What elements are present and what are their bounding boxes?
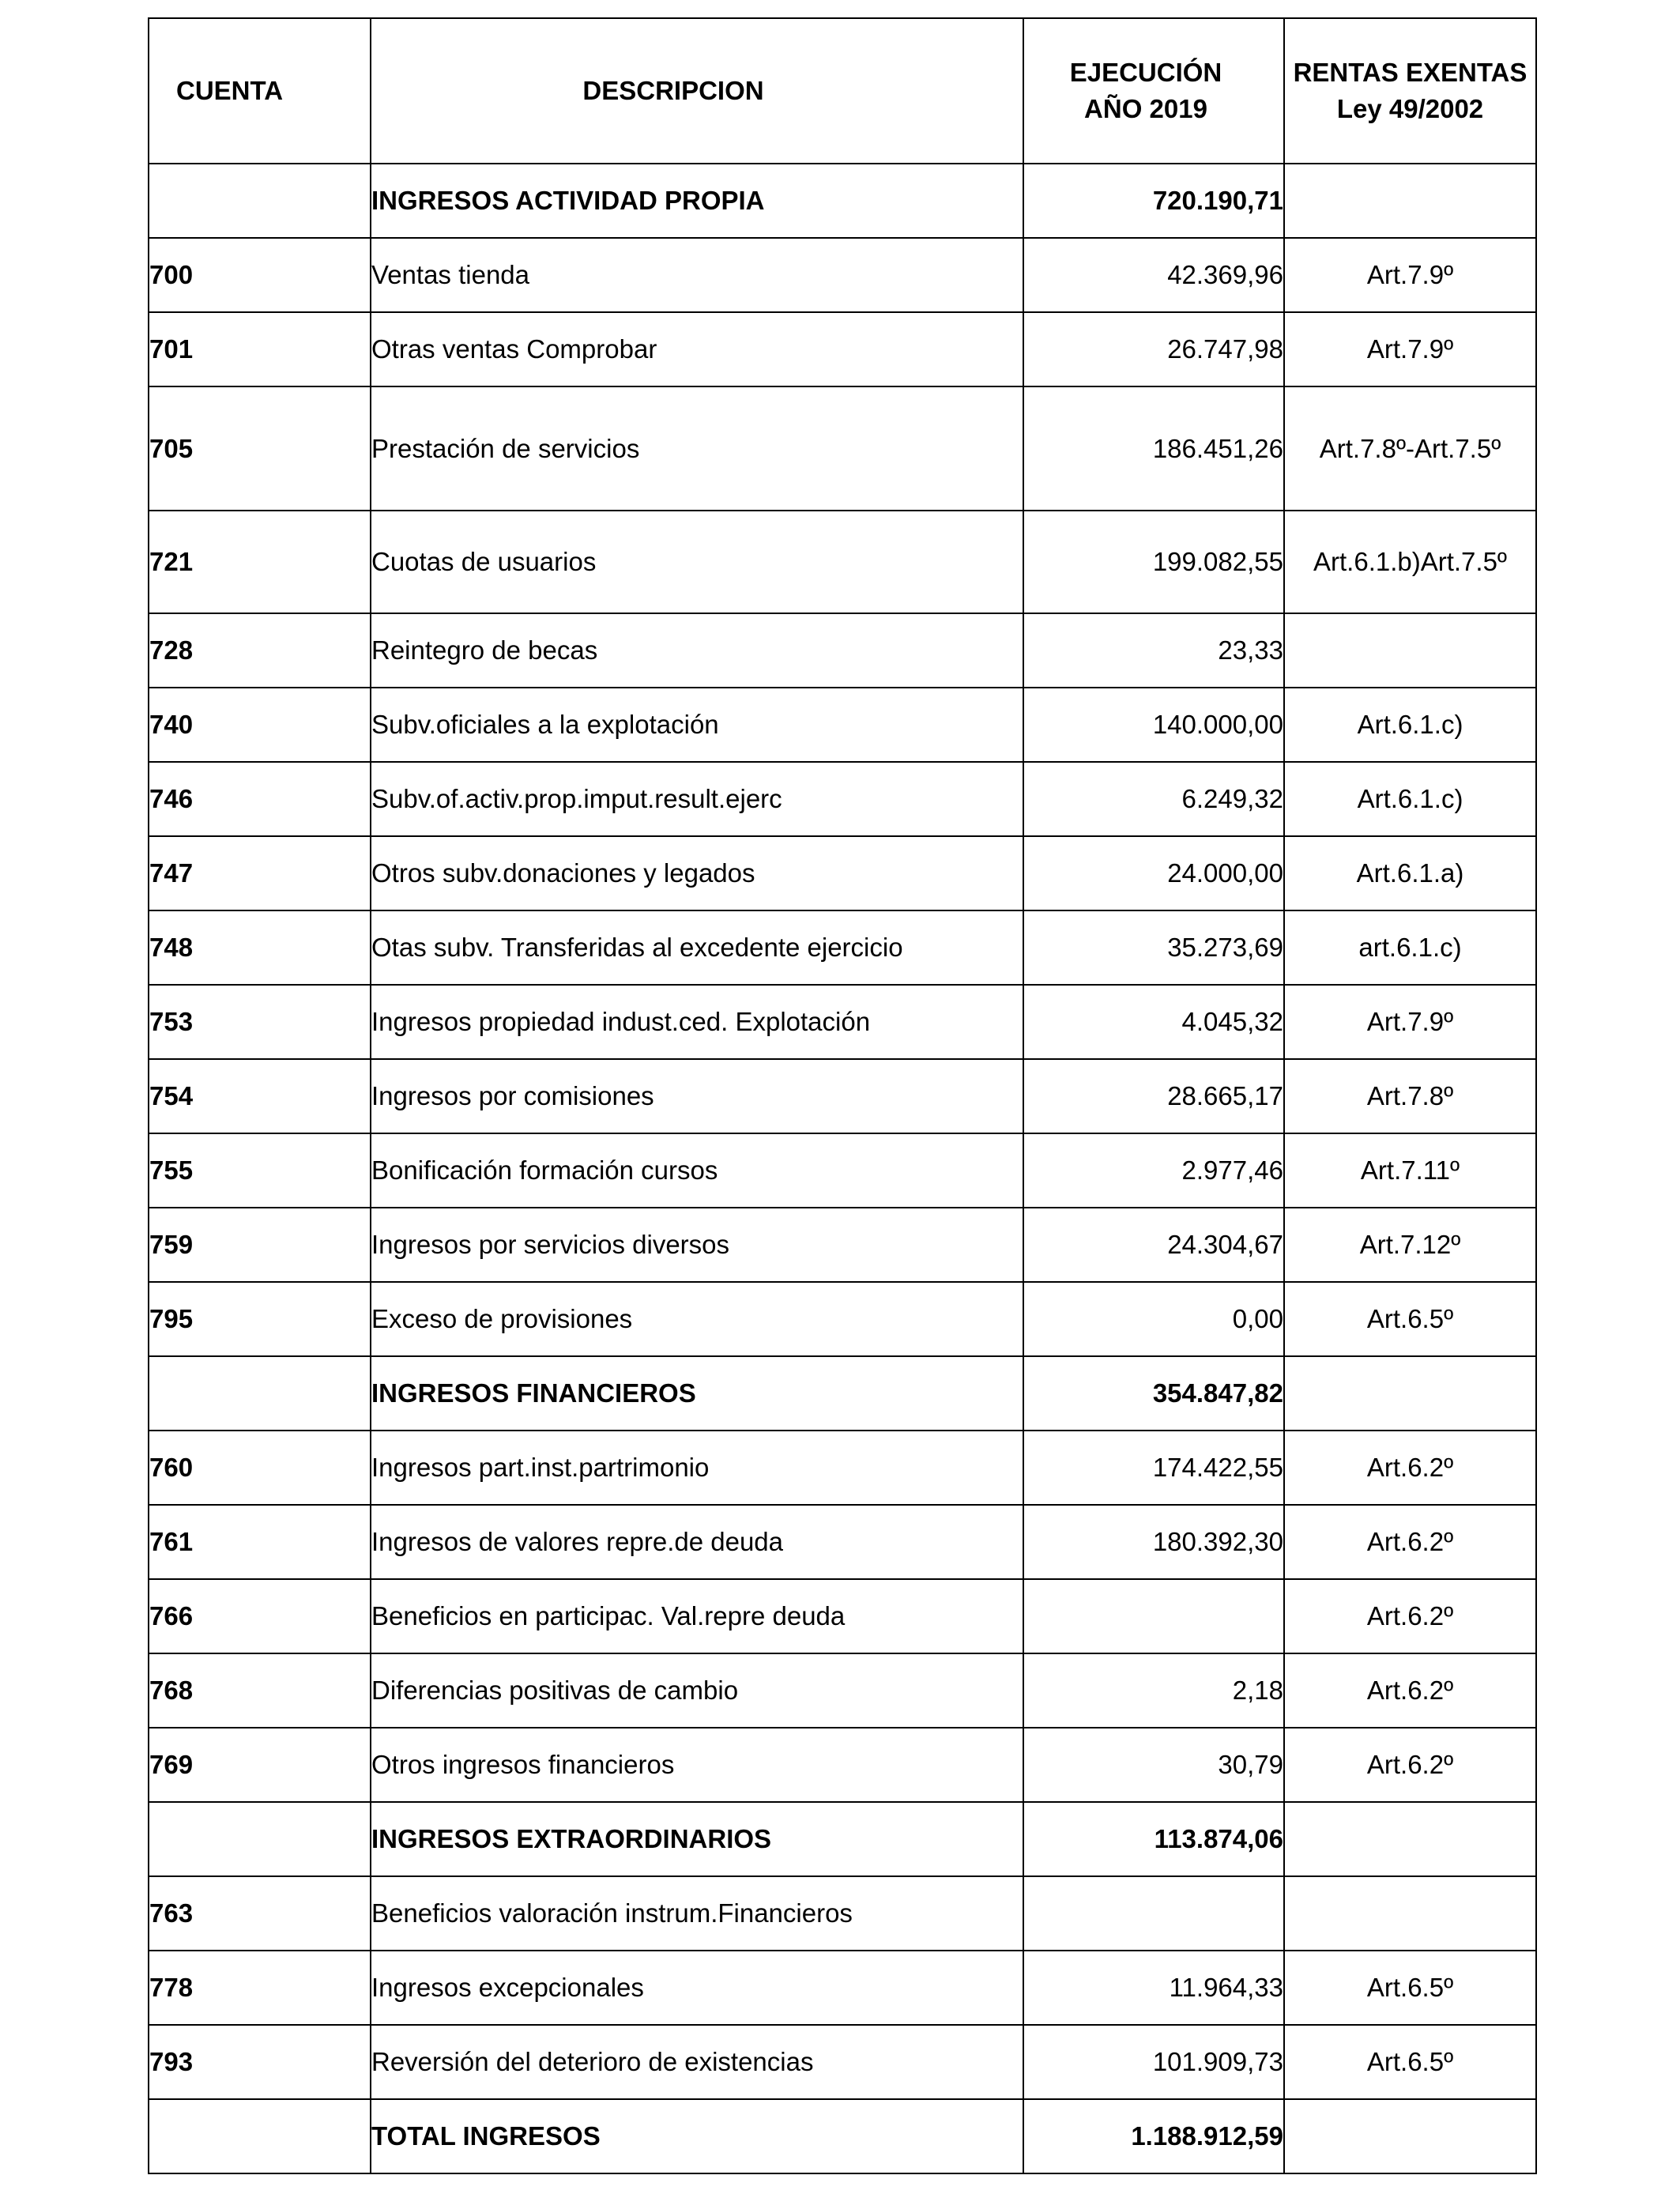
cell-rentas [1284, 2099, 1536, 2173]
cell-cuenta: 795 [149, 1282, 371, 1356]
table-row [149, 1208, 1536, 1282]
table-row [149, 1653, 1536, 1728]
cell-ejecucion: 180.392,30 [1023, 1505, 1284, 1579]
table-row [149, 688, 1536, 762]
table-row [149, 386, 1536, 511]
table-row [149, 1059, 1536, 1133]
cell-cuenta: 705 [149, 386, 371, 511]
cell-descripcion: Bonificación formación cursos [371, 1133, 1023, 1208]
table-header-row [149, 18, 1536, 164]
table-row [149, 1505, 1536, 1579]
cell-ejecucion: 24.000,00 [1023, 836, 1284, 910]
cell-descripcion: Beneficios en participac. Val.repre deuda [371, 1579, 1023, 1653]
cell-ejecucion: 720.190,71 [1023, 164, 1284, 238]
header-descripcion: DESCRIPCION [371, 18, 1023, 164]
cell-descripcion: Ingresos de valores repre.de deuda [371, 1505, 1023, 1579]
cell-rentas: Art.6.2º [1284, 1728, 1536, 1802]
table-row [149, 613, 1536, 688]
cell-descripcion: Otros subv.donaciones y legados [371, 836, 1023, 910]
cell-rentas: Art.6.1.a) [1284, 836, 1536, 910]
section-total-row [149, 1802, 1536, 1876]
cell-descripcion: INGRESOS EXTRAORDINARIOS [371, 1802, 1023, 1876]
table-row [149, 1282, 1536, 1356]
cell-cuenta: 766 [149, 1579, 371, 1653]
cell-cuenta: 769 [149, 1728, 371, 1802]
cell-rentas: Art.6.1.c) [1284, 762, 1536, 836]
table-row [149, 1728, 1536, 1802]
cell-ejecucion: 101.909,73 [1023, 2025, 1284, 2099]
cell-descripcion: Ingresos excepcionales [371, 1951, 1023, 2025]
cell-rentas: Art.7.8º [1284, 1059, 1536, 1133]
cell-ejecucion: 2.977,46 [1023, 1133, 1284, 1208]
header-cuenta: CUENTA [149, 18, 371, 164]
table-row [149, 985, 1536, 1059]
cell-ejecucion: 0,00 [1023, 1282, 1284, 1356]
cell-cuenta [149, 2099, 371, 2173]
table-row [149, 511, 1536, 613]
cell-cuenta: 793 [149, 2025, 371, 2099]
table-row [149, 910, 1536, 985]
cell-cuenta: 721 [149, 511, 371, 613]
cell-cuenta: 760 [149, 1431, 371, 1505]
cell-cuenta: 761 [149, 1505, 371, 1579]
cell-descripcion: Prestación de servicios [371, 386, 1023, 511]
cell-rentas: art.6.1.c) [1284, 910, 1536, 985]
cell-ejecucion: 42.369,96 [1023, 238, 1284, 312]
cell-ejecucion: 354.847,82 [1023, 1356, 1284, 1431]
cell-cuenta: 753 [149, 985, 371, 1059]
cell-ejecucion: 1.188.912,59 [1023, 2099, 1284, 2173]
cell-cuenta [149, 164, 371, 238]
cell-rentas: Art.6.2º [1284, 1431, 1536, 1505]
table-row [149, 1951, 1536, 2025]
header-rentas-line1: RENTAS EXENTAS [1293, 58, 1527, 87]
cell-descripcion: Exceso de provisiones [371, 1282, 1023, 1356]
cell-rentas [1284, 164, 1536, 238]
cell-cuenta: 763 [149, 1876, 371, 1951]
cell-descripcion: Diferencias positivas de cambio [371, 1653, 1023, 1728]
cell-descripcion: Ingresos por comisiones [371, 1059, 1023, 1133]
cell-ejecucion: 2,18 [1023, 1653, 1284, 1728]
cell-ejecucion: 28.665,17 [1023, 1059, 1284, 1133]
cell-cuenta: 740 [149, 688, 371, 762]
cell-descripcion: Beneficios valoración instrum.Financieros [371, 1876, 1023, 1951]
table-row [149, 1876, 1536, 1951]
header-ejecucion-line1: EJECUCIÓN [1069, 58, 1222, 87]
section-total-row [149, 2099, 1536, 2173]
cell-cuenta: 701 [149, 312, 371, 386]
cell-descripcion: INGRESOS FINANCIEROS [371, 1356, 1023, 1431]
cell-cuenta: 768 [149, 1653, 371, 1728]
cell-rentas: Art.7.12º [1284, 1208, 1536, 1282]
cell-rentas: Art.7.9º [1284, 985, 1536, 1059]
cell-ejecucion: 174.422,55 [1023, 1431, 1284, 1505]
cell-descripcion: INGRESOS ACTIVIDAD PROPIA [371, 164, 1023, 238]
cell-rentas: Art.6.2º [1284, 1653, 1536, 1728]
cell-cuenta: 747 [149, 836, 371, 910]
cell-cuenta: 759 [149, 1208, 371, 1282]
table-row [149, 1579, 1536, 1653]
cell-ejecucion [1023, 1579, 1284, 1653]
cell-cuenta: 728 [149, 613, 371, 688]
header-ejecucion [1023, 18, 1284, 164]
cell-ejecucion: 113.874,06 [1023, 1802, 1284, 1876]
cell-descripcion: Ingresos por servicios diversos [371, 1208, 1023, 1282]
cell-rentas [1284, 1356, 1536, 1431]
cell-ejecucion: 26.747,98 [1023, 312, 1284, 386]
cell-descripcion: Subv.oficiales a la explotación [371, 688, 1023, 762]
cell-descripcion: TOTAL INGRESOS [371, 2099, 1023, 2173]
cell-descripcion: Reintegro de becas [371, 613, 1023, 688]
cell-cuenta [149, 1802, 371, 1876]
section-total-row [149, 1356, 1536, 1431]
cell-descripcion: Ingresos propiedad indust.ced. Explotación [371, 985, 1023, 1059]
cell-rentas: Art.6.2º [1284, 1505, 1536, 1579]
cell-cuenta: 748 [149, 910, 371, 985]
cell-rentas: Art.6.5º [1284, 2025, 1536, 2099]
cell-cuenta [149, 1356, 371, 1431]
cell-ejecucion: 140.000,00 [1023, 688, 1284, 762]
header-rentas-line2: Ley 49/2002 [1336, 94, 1484, 123]
header-rentas [1284, 18, 1536, 164]
cell-rentas: Art.6.2º [1284, 1579, 1536, 1653]
cell-rentas: Art.7.9º [1284, 238, 1536, 312]
table-row [149, 2025, 1536, 2099]
table-row [149, 1133, 1536, 1208]
section-total-row [149, 164, 1536, 238]
cell-descripcion: Otas subv. Transferidas al excedente ejercicio [371, 910, 1023, 985]
cell-ejecucion: 199.082,55 [1023, 511, 1284, 613]
cell-rentas: Art.7.8º-Art.7.5º [1284, 386, 1536, 511]
cell-descripcion: Ingresos part.inst.partrimonio [371, 1431, 1023, 1505]
cell-cuenta: 746 [149, 762, 371, 836]
cell-ejecucion: 23,33 [1023, 613, 1284, 688]
cell-descripcion: Subv.of.activ.prop.imput.result.ejerc [371, 762, 1023, 836]
table-row [149, 1431, 1536, 1505]
cell-ejecucion: 35.273,69 [1023, 910, 1284, 985]
cell-descripcion: Cuotas de usuarios [371, 511, 1023, 613]
table-row [149, 312, 1536, 386]
cell-descripcion: Otras ventas Comprobar [371, 312, 1023, 386]
cell-rentas [1284, 1802, 1536, 1876]
cell-ejecucion: 24.304,67 [1023, 1208, 1284, 1282]
cell-rentas [1284, 1876, 1536, 1951]
cell-cuenta: 755 [149, 1133, 371, 1208]
table-row [149, 762, 1536, 836]
cell-cuenta: 778 [149, 1951, 371, 2025]
cell-ejecucion: 4.045,32 [1023, 985, 1284, 1059]
cell-rentas: Art.7.11º [1284, 1133, 1536, 1208]
cell-descripcion: Reversión del deterioro de existencias [371, 2025, 1023, 2099]
cell-rentas: Art.7.9º [1284, 312, 1536, 386]
cell-ejecucion: 30,79 [1023, 1728, 1284, 1802]
cell-rentas: Art.6.1.c) [1284, 688, 1536, 762]
table-row [149, 238, 1536, 312]
cell-cuenta: 700 [149, 238, 371, 312]
header-ejecucion-line2: AÑO 2019 [1084, 94, 1207, 123]
cell-ejecucion: 186.451,26 [1023, 386, 1284, 511]
cell-descripcion: Otros ingresos financieros [371, 1728, 1023, 1802]
cell-rentas: Art.6.1.b)Art.7.5º [1284, 511, 1536, 613]
cell-ejecucion: 6.249,32 [1023, 762, 1284, 836]
cell-ejecucion [1023, 1876, 1284, 1951]
table-body [149, 164, 1536, 2173]
cell-rentas [1284, 613, 1536, 688]
cell-descripcion: Ventas tienda [371, 238, 1023, 312]
table-row [149, 836, 1536, 910]
cell-rentas: Art.6.5º [1284, 1282, 1536, 1356]
income-table [148, 17, 1537, 2174]
cell-rentas: Art.6.5º [1284, 1951, 1536, 2025]
cell-ejecucion: 11.964,33 [1023, 1951, 1284, 2025]
cell-cuenta: 754 [149, 1059, 371, 1133]
